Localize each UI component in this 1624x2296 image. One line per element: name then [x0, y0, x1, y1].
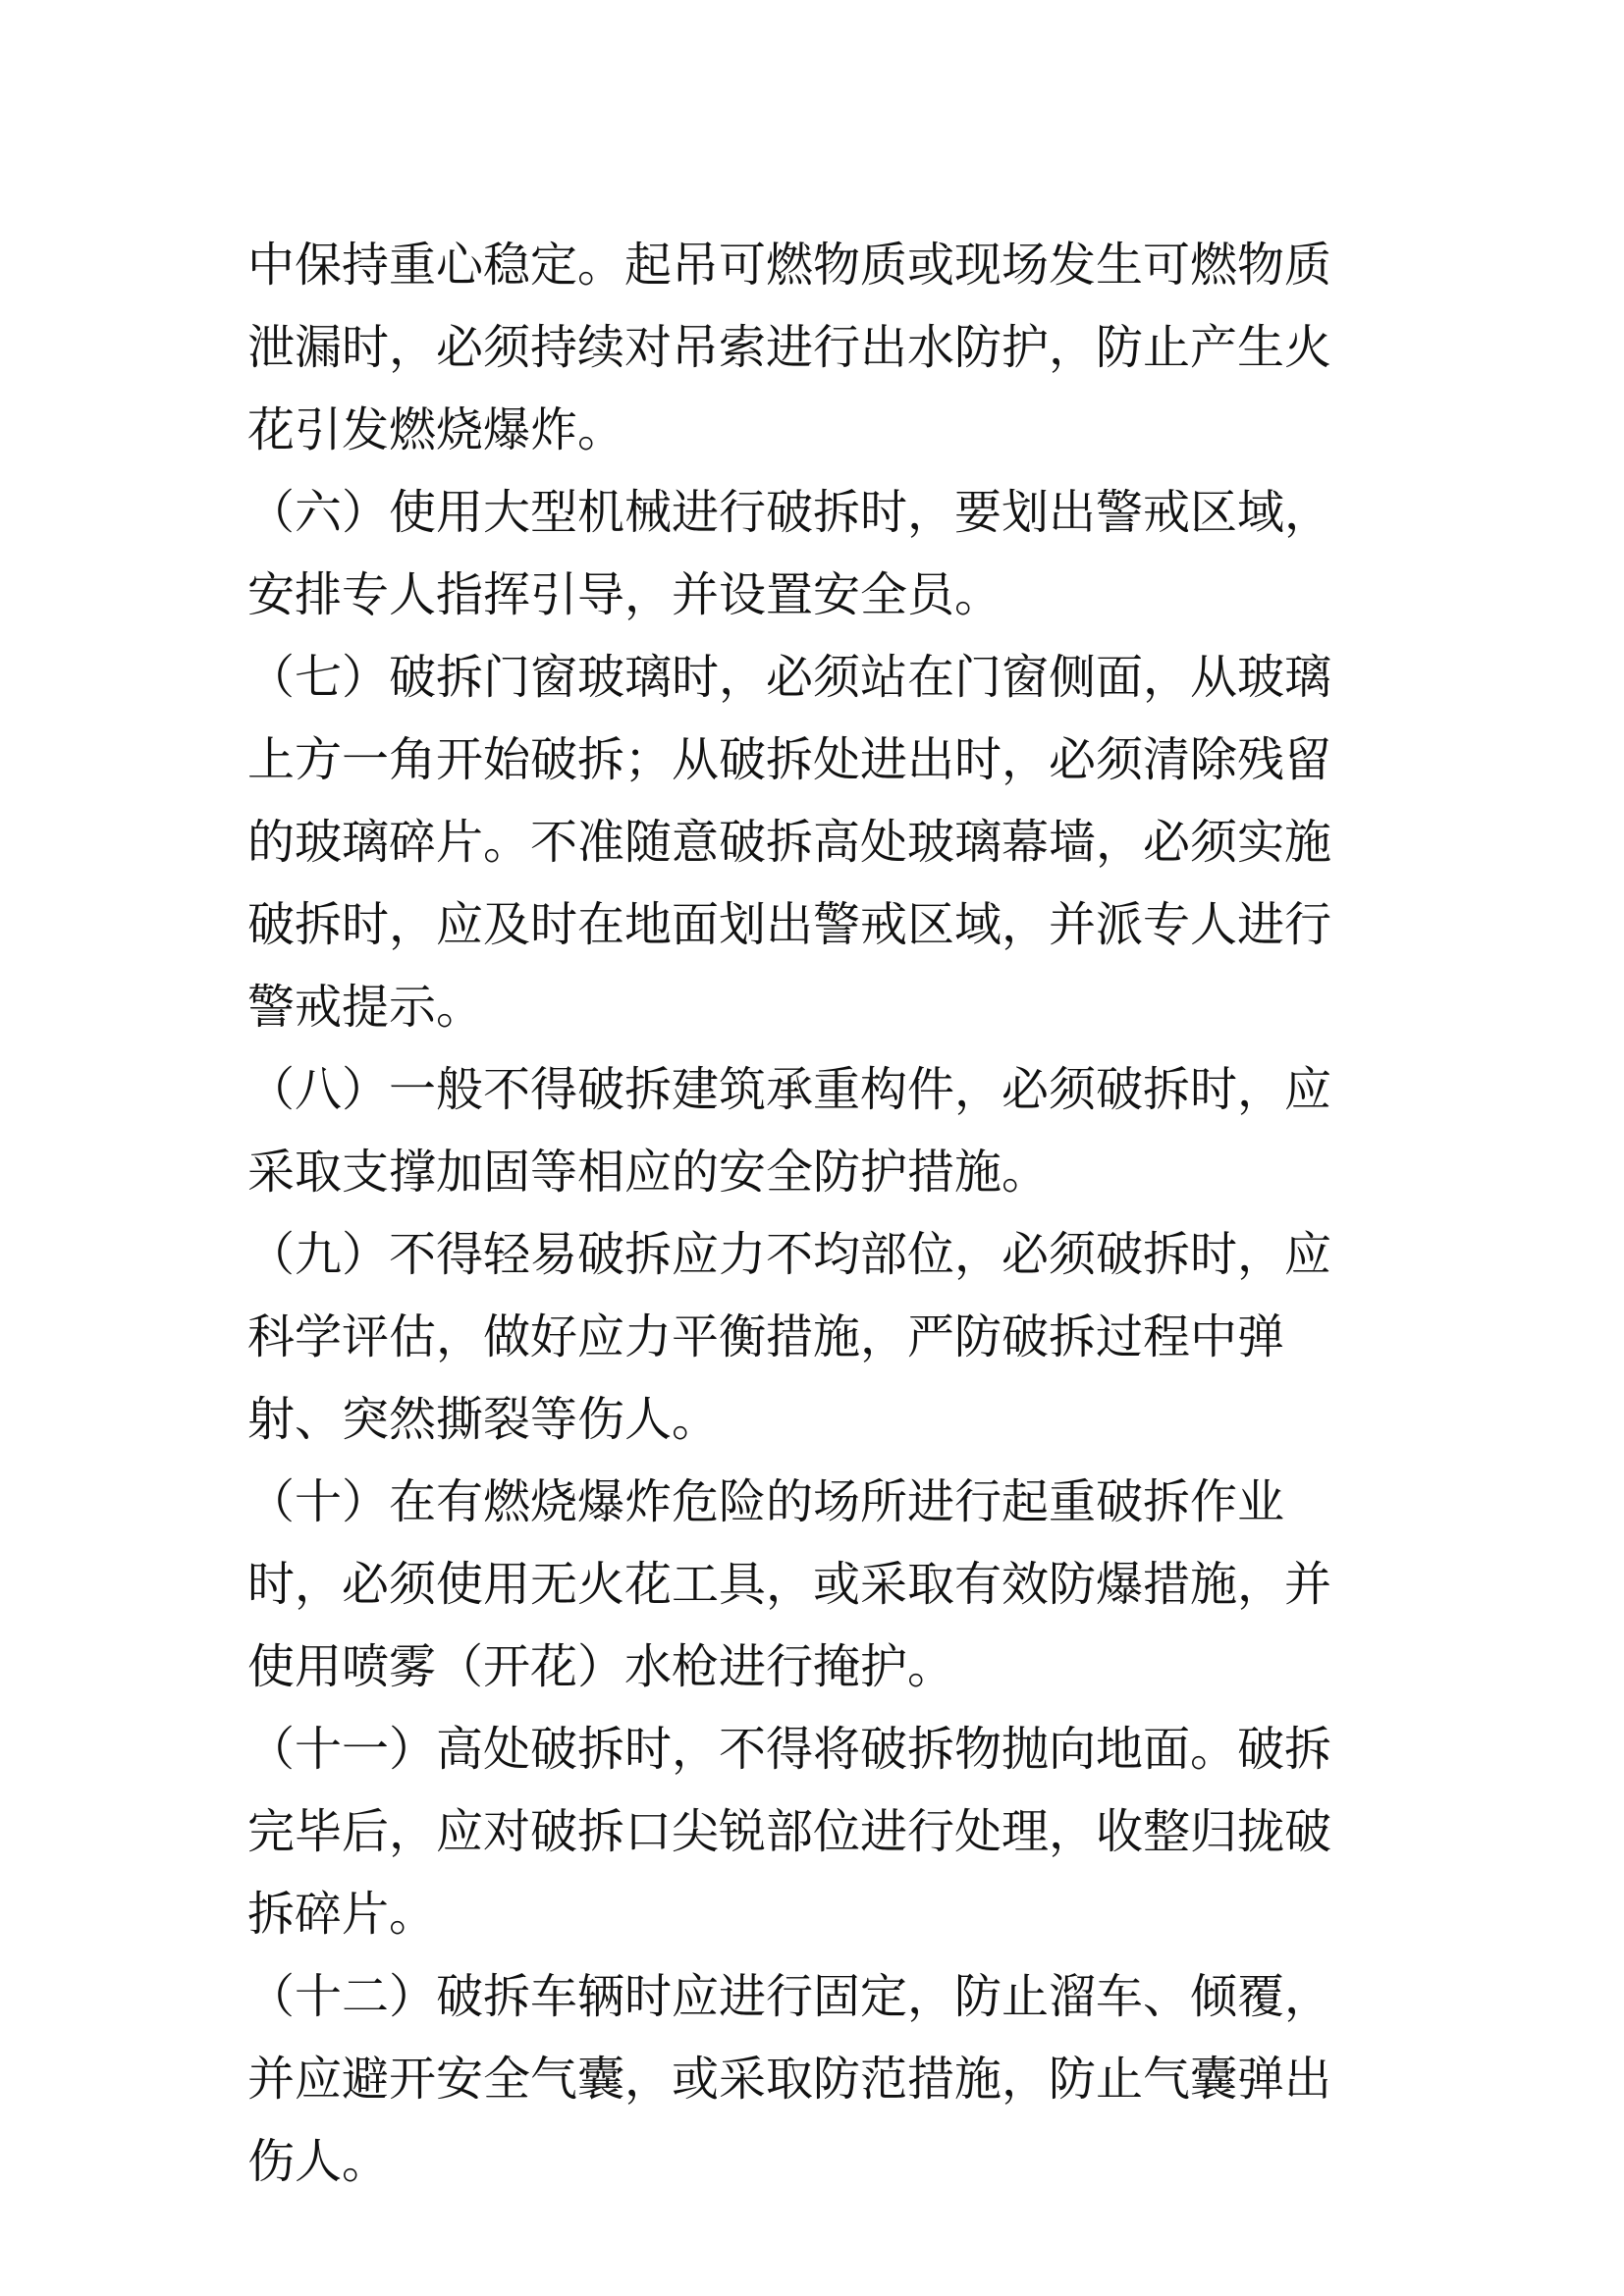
paragraph-6: （六）使用大型机械进行破拆时，要划出警戒区域，安排专人指挥引导，并设置安全员。: [247, 485, 1332, 622]
body-text: [247, 224, 1357, 2203]
paragraph-8: （八）一般不得破拆建筑承重构件，必须破拆时，应采取支撑加固等相应的安全防护措施。: [247, 1062, 1332, 1200]
paragraph-10: （十）在有燃烧爆炸危险的场所进行起重破拆作业时，必须使用无火花工具，或采取有效防爆措施，并使用喷雾（开花）水枪进行掩护。: [247, 1474, 1332, 1694]
paragraph-11: （十一）高处破拆时，不得将破拆物抛向地面。破拆完毕后，应对破拆口尖锐部位进行处理，收整归拢破拆碎片。: [247, 1722, 1332, 1942]
paragraph-continuation: 中保持重心稳定。起吊可燃物质或现场发生可燃物质泄漏时，必须持续对吊索进行出水防护，防止产生火花引发燃烧爆炸。: [247, 238, 1332, 457]
paragraph-7: （七）破拆门窗玻璃时，必须站在门窗侧面，从玻璃上方一角开始破拆；从破拆处进出时，必须清除残留的玻璃碎片。不准随意破拆高处玻璃幕墙，必须实施破拆时，应及时在地面划出警戒区域，并派专人进行警戒提示。: [247, 650, 1332, 1035]
paragraph-9: （九）不得轻易破拆应力不均部位，必须破拆时，应科学评估，做好应力平衡措施，严防破拆过程中弹射、突然撕裂等伤人。: [247, 1227, 1332, 1447]
paragraph-12: （十二）破拆车辆时应进行固定，防止溜车、倾覆，并应避开安全气囊，或采取防范措施，防止气囊弹出伤人。: [247, 1969, 1332, 2189]
